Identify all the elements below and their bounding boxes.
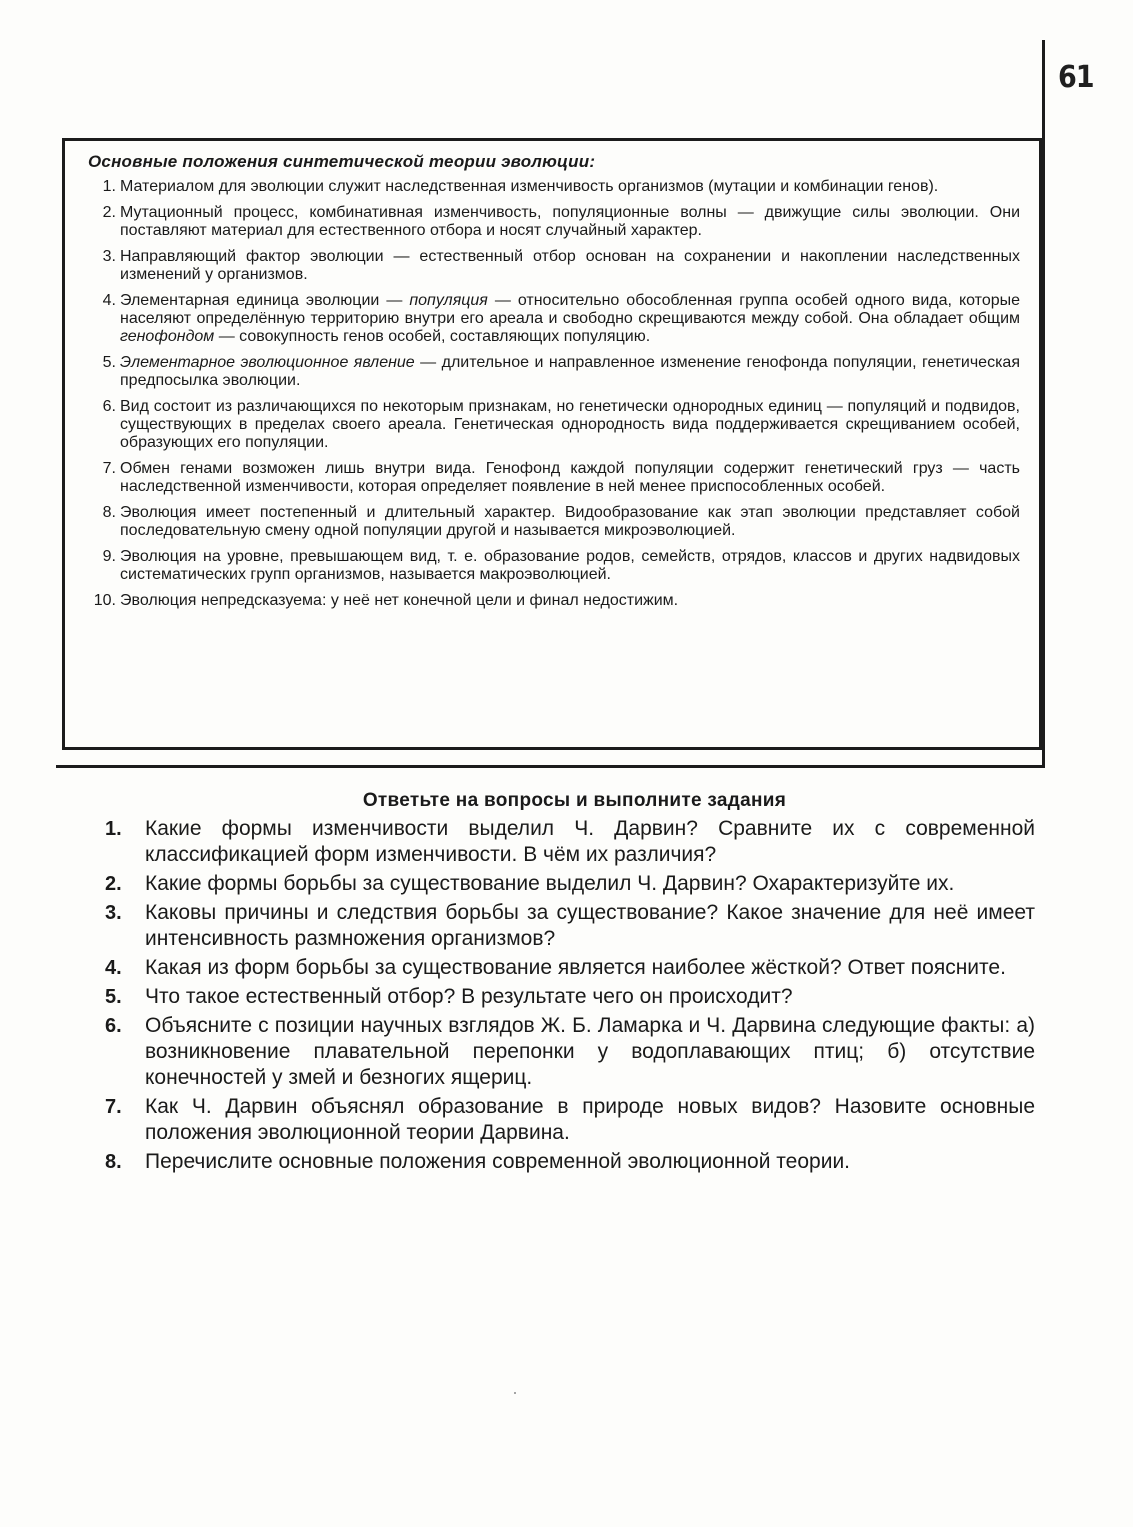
term-population: популяция <box>409 292 488 309</box>
list-item <box>80 204 1020 240</box>
question-item <box>105 816 1035 868</box>
list-item <box>80 398 1020 452</box>
term-gene-pool: генофондом <box>120 328 215 345</box>
item-text: Вид состоит из различающихся по некоторым признакам, но генетически однородных единиц — популяций и подвидов, существующих в пределах своего ареала. Генетическая однородность вида поддерживается скрещиванием особей, образующих его популяции. <box>120 398 1020 451</box>
list-item <box>80 178 1020 196</box>
question-number: 8. <box>105 1151 122 1173</box>
questions-heading-text: Ответьте на вопросы и выполните задания <box>362 790 787 811</box>
list-item <box>80 248 1020 284</box>
list-item <box>80 292 1020 346</box>
question-text: Объясните с позиции научных взглядов Ж. Б. Ламарка и Ч. Дарвина следующие факты: а) возникновение плавательной перепонки у водоплавающих птиц; б) отсутствие конечностей у змей и безногих ящериц. <box>145 1014 1035 1089</box>
item-number: 1. <box>102 178 116 195</box>
item-text: — совокупность генов особей, составляющих популяцию. <box>214 328 651 345</box>
question-text: Какие формы борьбы за существование выделил Ч. Дарвин? Охарактеризуйте их. <box>145 872 955 895</box>
question-text: Каковы причины и следствия борьбы за существование? Какое значение для неё имеет интенсивность размножения организмов? <box>145 901 1035 950</box>
question-item <box>105 955 1035 981</box>
question-item <box>105 984 1035 1010</box>
question-item <box>105 1013 1035 1091</box>
item-text: — длительное и направленное изменение генофонда популяции, генетическая предпосылка эволюции. <box>120 354 1020 389</box>
item-text: Направляющий фактор эволюции — естественный отбор основан на сохранении и накоплении наследственных изменений у организмов. <box>120 248 1020 283</box>
theory-points-list <box>80 178 1020 618</box>
scan-speck <box>514 1392 516 1394</box>
item-text: Материалом для эволюции служит наследственная изменчивость организмов (мутации и комбинации генов). <box>120 178 939 195</box>
question-item <box>105 871 1035 897</box>
list-item <box>80 354 1020 390</box>
item-number: 4. <box>102 292 116 309</box>
questions-heading <box>0 790 1133 812</box>
question-number: 3. <box>105 902 122 924</box>
item-text: Элементарная единица эволюции — <box>120 292 410 309</box>
page-number: 61 <box>1058 60 1094 95</box>
page-edge-rule <box>1042 40 1045 767</box>
item-text: Обмен генами возможен лишь внутри вида. Генофонд каждой популяции содержит генетический груз — часть наследственной изменчивости, которая определяет появление в ней менее приспособленных особей. <box>120 460 1020 495</box>
question-text: Какие формы изменчивости выделил Ч. Дарвин? Сравните их с современной классификацией форм изменчивости. В чём их различия? <box>145 817 1035 866</box>
list-item <box>80 504 1020 540</box>
list-item <box>80 548 1020 584</box>
list-item <box>80 460 1020 496</box>
item-number: 6. <box>102 398 116 415</box>
question-number: 5. <box>105 986 122 1008</box>
item-number: 9. <box>102 548 116 565</box>
item-number: 5. <box>102 354 116 371</box>
question-number: 4. <box>105 957 122 979</box>
item-text: Мутационный процесс, комбинативная изменчивость, популяционные волны — движущие силы эволюции. Они поставляют материал для естественного отбора и носят случайный характер. <box>120 204 1020 239</box>
item-number: 7. <box>102 460 116 477</box>
question-item <box>105 1149 1035 1175</box>
item-number: 2. <box>102 204 116 221</box>
item-number: 10. <box>93 592 116 609</box>
term-elementary-phenomenon: Элементарное эволюционное явление <box>120 354 415 371</box>
item-text: — относительно обособленная группа особей одного вида, которые населяют определённую территорию внутри его ареала и свободно скрещиваются между собой. Она обладает общим <box>120 292 1021 327</box>
box-title: Основные положения синтетической теории эволюции: <box>88 152 596 171</box>
question-number: 2. <box>105 873 122 895</box>
box-bottom-rule <box>56 765 1045 768</box>
question-text: Что такое естественный отбор? В результате чего он происходит? <box>145 985 793 1008</box>
question-text: Как Ч. Дарвин объяснял образование в природе новых видов? Назовите основные положения эволюционной теории Дарвина. <box>145 1095 1035 1144</box>
question-number: 7. <box>105 1096 122 1118</box>
question-text: Какая из форм борьбы за существование является наиболее жёсткой? Ответ поясните. <box>145 956 1006 979</box>
item-number: 3. <box>102 248 116 265</box>
list-item <box>80 592 1020 610</box>
item-text: Эволюция на уровне, превышающем вид, т. е. образование родов, семейств, отрядов, классов и других надвидовых систематических групп организмов, называется макроэволюцией. <box>120 548 1020 583</box>
question-text: Перечислите основные положения современной эволюционной теории. <box>145 1150 851 1173</box>
question-item <box>105 900 1035 952</box>
question-number: 6. <box>105 1015 122 1037</box>
item-number: 8. <box>102 504 116 521</box>
item-text: Эволюция непредсказуема: у неё нет конечной цели и финал недостижим. <box>120 592 679 609</box>
questions-list <box>105 816 1035 1178</box>
question-item <box>105 1094 1035 1146</box>
item-text: Эволюция имеет постепенный и длительный характер. Видообразование как этап эволюции представляет собой последовательную смену одной популяции другой и называется микроэволюцией. <box>120 504 1020 539</box>
question-number: 1. <box>105 818 122 840</box>
